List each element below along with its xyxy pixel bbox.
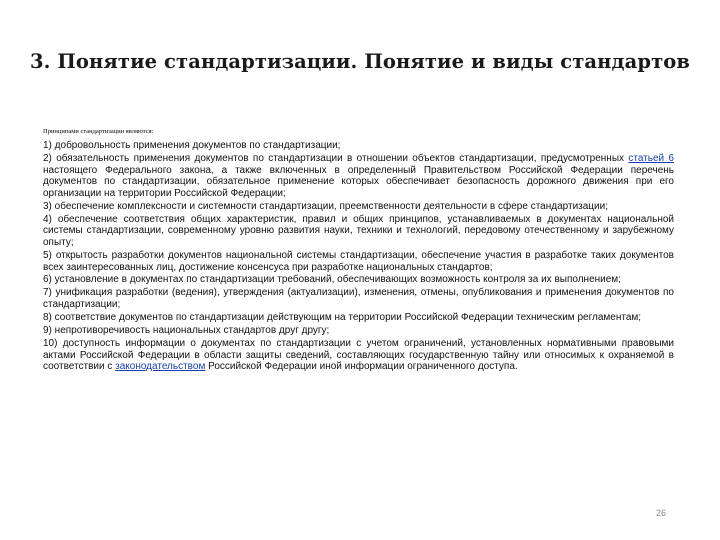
item-text-continued: настоящего Федерального закона, а также включенных в определенный Правительством Российской Федерации перечень документов по стандартизации, обязательное применение которых обеспечивает безопасность дорожного движения при его организации на территории Российской Федерации; bbox=[43, 164, 674, 199]
item-text: 2) обязательность применения документов по стандартизации в отношении объектов стандартизации, предусмотренных bbox=[43, 152, 625, 164]
item-text: 10) доступность информации о документах по стандартизации с учетом ограничений, установленных нормативными правовыми актами Российской Федерации в области защиты сведений, составляющих государственную тайну или относимых к охраняемой в соответствии с bbox=[43, 338, 674, 373]
principles-list bbox=[43, 140, 674, 374]
item-text: 6) установление в документах по стандартизации требований, обеспечивающих возможность контроля за их выполнением; bbox=[43, 274, 621, 286]
page-number: 26 bbox=[656, 508, 667, 518]
item-text: 9) непротиворечивость национальных стандартов друг другу; bbox=[43, 325, 330, 337]
list-item bbox=[43, 338, 674, 373]
legislation-link[interactable]: законодательством bbox=[115, 361, 206, 373]
item-text: 1) добровольность применения документов по стандартизации; bbox=[43, 140, 341, 151]
list-item bbox=[43, 274, 674, 286]
item-text: 8) соответствие документов по стандартизации действующим на территории Российской Федерации техническим регламентам; bbox=[43, 312, 642, 324]
list-item bbox=[43, 325, 674, 337]
list-item bbox=[43, 214, 674, 249]
list-item bbox=[43, 140, 674, 152]
list-item bbox=[43, 250, 674, 273]
slide-title: 3. Понятие стандартизации. Понятие и виды стандартов bbox=[29, 50, 691, 73]
item-text: 4) обеспечение соответствия общих характеристик, правил и общих принципов, устанавливаемых в документах национальной системы стандартизации, современному уровню развития науки, техники и технологий, передовому отечественному и зарубежному опыту; bbox=[43, 213, 674, 248]
item-text-continued: Российской Федерации иной информации ограниченного доступа. bbox=[205, 361, 518, 373]
principles-heading: Принципами стандартизации являются: bbox=[43, 128, 154, 135]
item-text: 7) унификация разработки (ведения), утверждения (актуализации), изменения, отмены, опубликования и применения документов по стандартизации; bbox=[43, 287, 674, 311]
list-item bbox=[43, 287, 674, 310]
list-item bbox=[43, 153, 674, 199]
list-item bbox=[43, 312, 674, 324]
item-text: 5) открытость разработки документов национальной системы стандартизации, обеспечение участия в разработке таких документов всех заинтересованных лиц, достижение консенсуса при разработке национальных стандартов; bbox=[43, 249, 674, 273]
list-item bbox=[43, 201, 674, 213]
item-text: 3) обеспечение комплексности и системности стандартизации, преемственности деятельности в сфере стандартизации; bbox=[43, 200, 608, 212]
article-6-link[interactable]: статьей 6 bbox=[628, 152, 674, 164]
